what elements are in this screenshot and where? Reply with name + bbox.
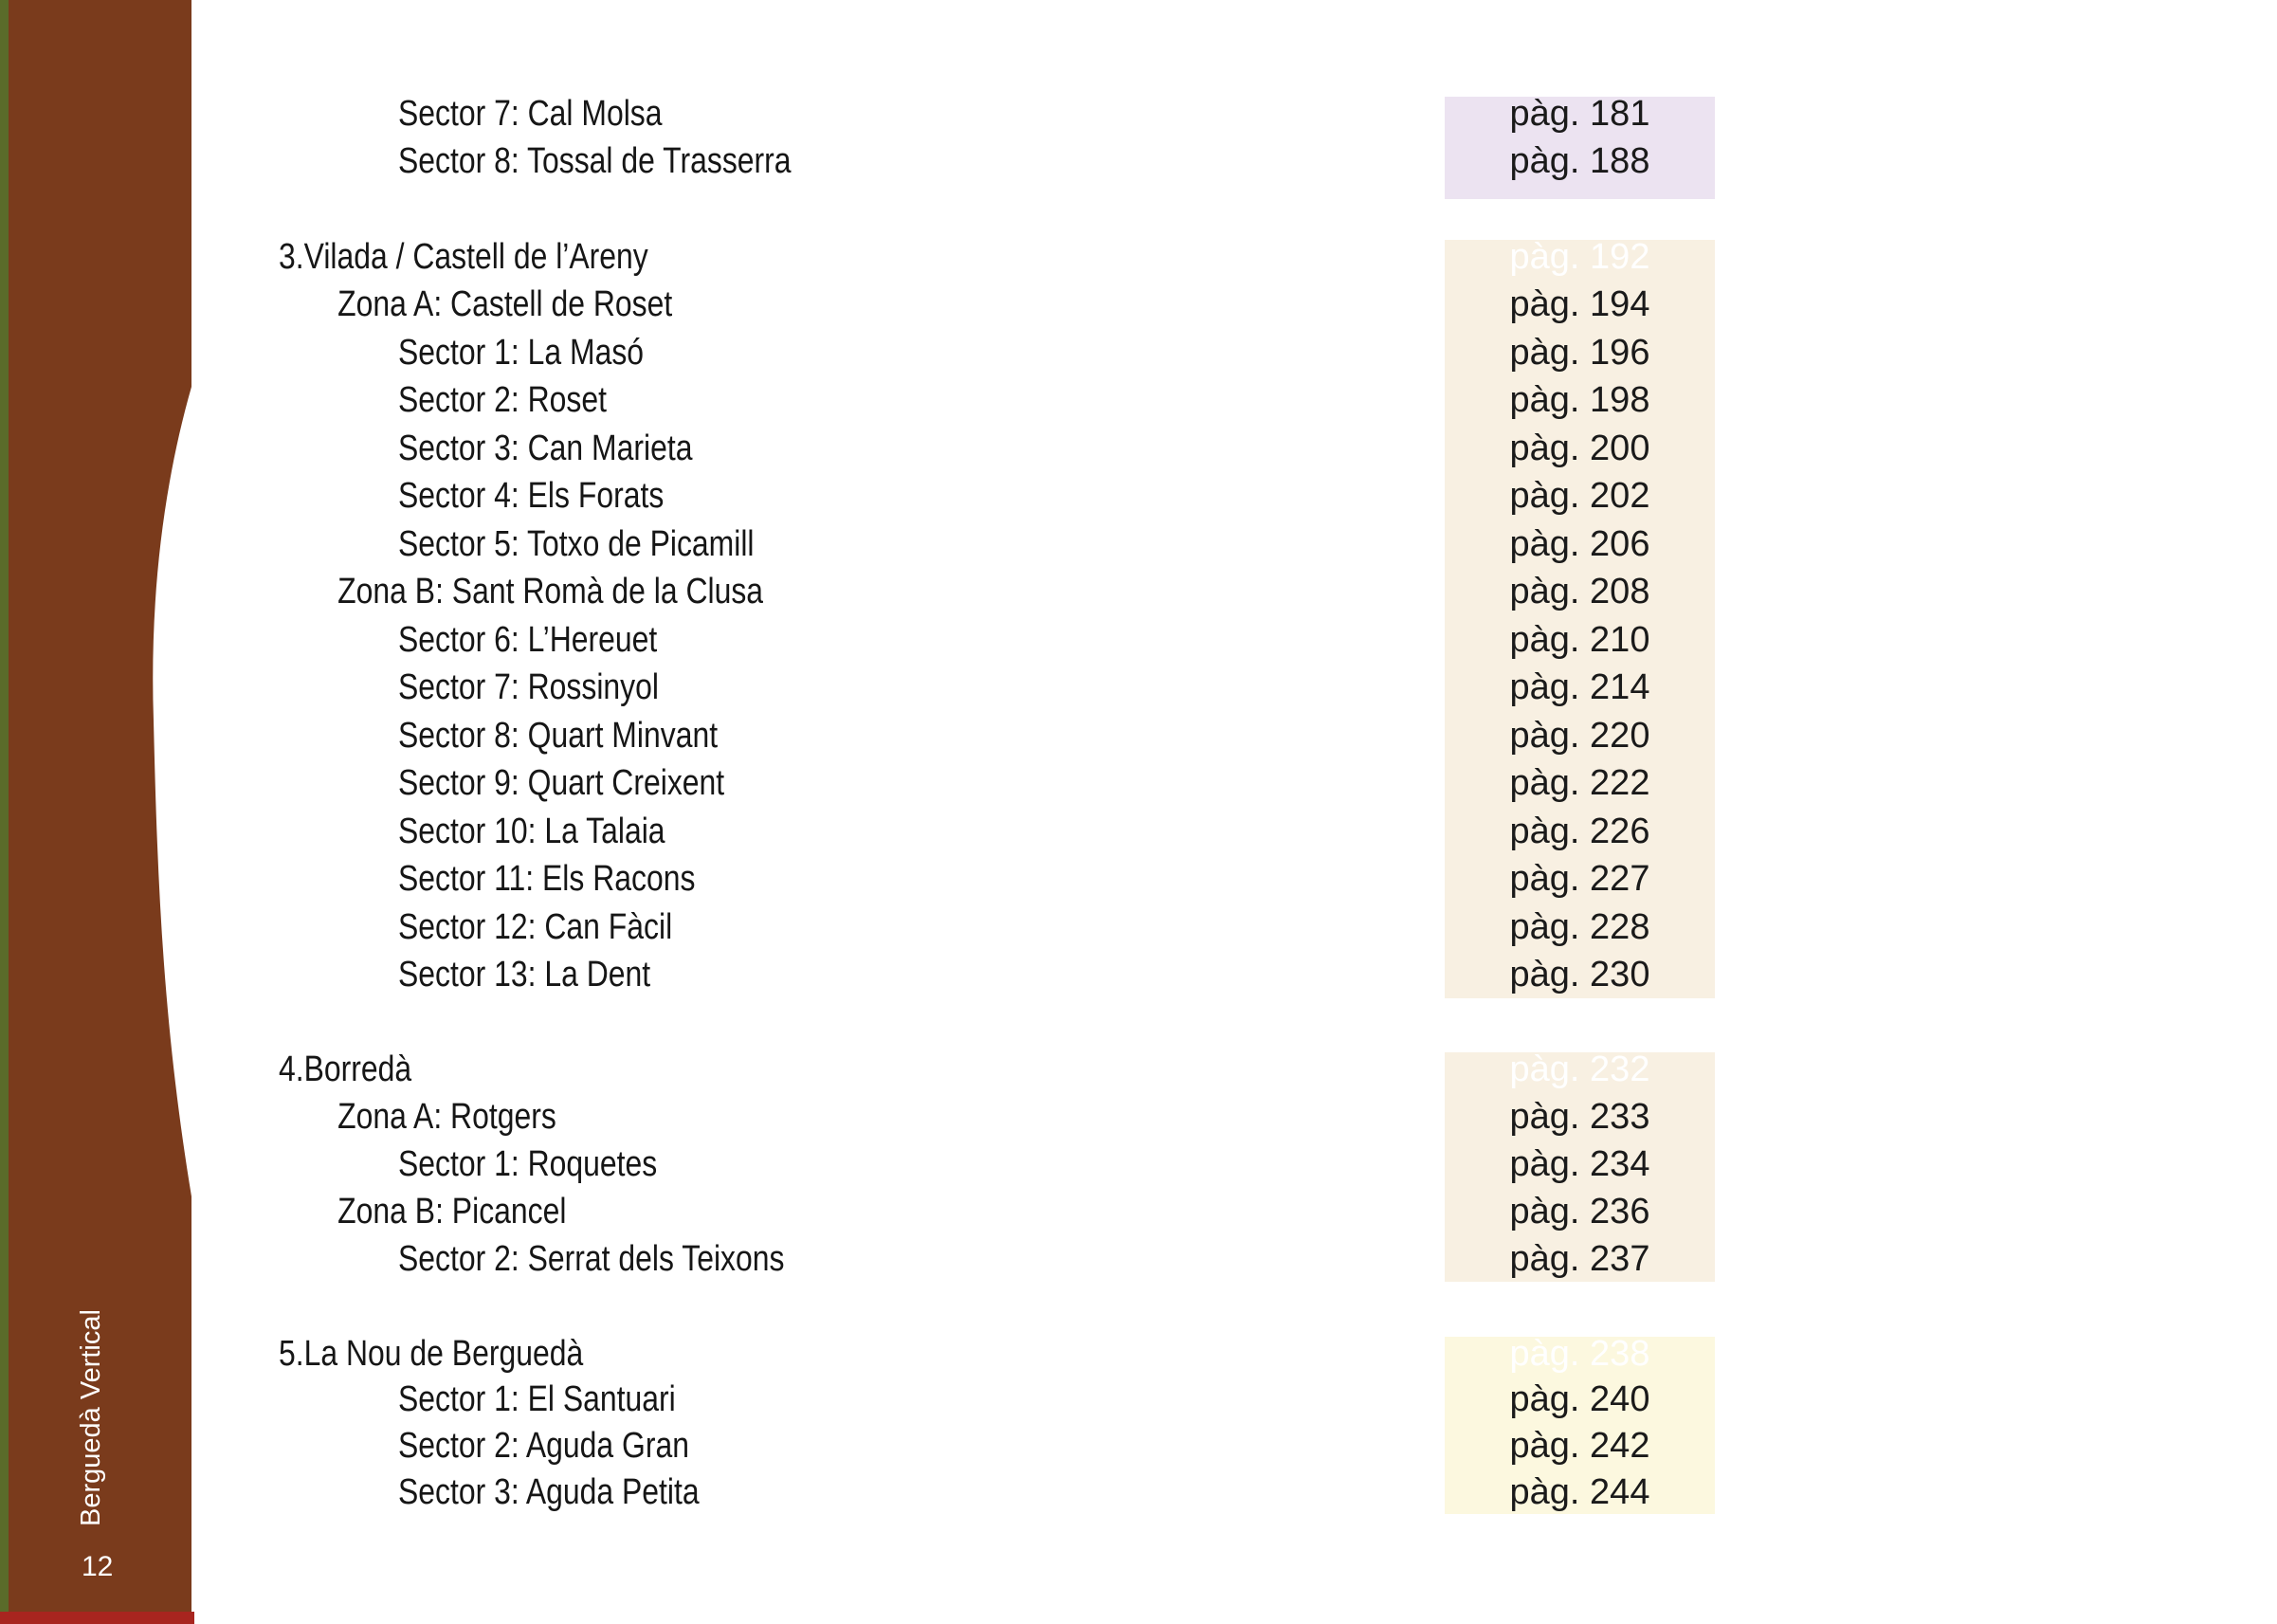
toc-label: Zona B: Picancel <box>337 1192 567 1232</box>
toc-label: Sector 8: Tossal de Trasserra <box>398 141 792 181</box>
toc-page-highlight: pàg. 232 <box>1445 1046 1715 1093</box>
toc-page: pàg. 194 <box>1509 284 1650 324</box>
toc-page: pàg. 236 <box>1509 1192 1650 1232</box>
toc-page: pàg. 242 <box>1509 1426 1650 1466</box>
toc-page: pàg. 240 <box>1509 1379 1650 1419</box>
toc-label: Sector 3: Aguda Petita <box>398 1472 700 1512</box>
toc-page: pàg. 233 <box>1509 1097 1650 1137</box>
toc-page: pàg. 208 <box>1509 572 1650 611</box>
toc-label: Sector 7: Rossinyol <box>398 667 659 707</box>
toc-label: Zona B: Sant Romà de la Clusa <box>337 572 764 611</box>
toc-label: Zona A: Castell de Roset <box>337 284 673 324</box>
toc-label: Sector 6: L’Hereuet <box>398 620 658 660</box>
toc-page: pàg. 188 <box>1509 141 1650 181</box>
toc-page: pàg. 181 <box>1509 94 1650 134</box>
toc-label: Sector 11: Els Racons <box>398 859 696 899</box>
toc-label: Sector 12: Can Fàcil <box>398 907 673 947</box>
toc-label: Sector 1: Roquetes <box>398 1144 658 1184</box>
toc-label: Sector 13: La Dent <box>398 955 651 994</box>
toc-label: Sector 2: Serrat dels Teixons <box>398 1239 785 1279</box>
toc-label: Sector 2: Roset <box>398 380 608 420</box>
toc-page: pàg. 196 <box>1509 333 1650 373</box>
toc-label: Sector 4: Els Forats <box>398 476 665 516</box>
toc-label: Sector 2: Aguda Gran <box>398 1426 689 1466</box>
spine-title: Berguedà Vertical <box>76 1309 106 1526</box>
toc-page: pàg. 227 <box>1509 859 1650 899</box>
toc-page: pàg. 202 <box>1509 476 1650 516</box>
toc-page: pàg. 198 <box>1509 380 1650 420</box>
toc-page-highlight: pàg. 238 <box>1445 1330 1715 1378</box>
toc-page: pàg. 228 <box>1509 907 1650 947</box>
toc-label: Zona A: Rotgers <box>337 1097 556 1137</box>
toc-page: pàg. 230 <box>1509 955 1650 994</box>
page-number: 12 <box>82 1551 114 1582</box>
toc-page: pàg. 220 <box>1509 716 1650 756</box>
toc-page: pàg. 214 <box>1509 667 1650 707</box>
toc-label: 4.Borredà <box>279 1049 412 1089</box>
toc-page: pàg. 210 <box>1509 620 1650 660</box>
toc-page: pàg. 206 <box>1509 524 1650 564</box>
toc-page-highlight: pàg. 192 <box>1445 233 1715 281</box>
toc-page: pàg. 222 <box>1509 763 1650 803</box>
toc-page: pàg. 226 <box>1509 812 1650 851</box>
toc-label: Sector 10: La Talaia <box>398 812 665 851</box>
toc-page: pàg. 234 <box>1509 1144 1650 1184</box>
toc-label: Sector 8: Quart Minvant <box>398 716 719 756</box>
toc-label: Sector 1: El Santuari <box>398 1379 676 1419</box>
toc-label: Sector 9: Quart Creixent <box>398 763 725 803</box>
toc-label: Sector 1: La Masó <box>398 333 645 373</box>
toc-label: 3.Vilada / Castell de l’Areny <box>279 237 648 277</box>
toc-label: Sector 7: Cal Molsa <box>398 94 663 134</box>
toc-label: Sector 5: Totxo de Picamill <box>398 524 755 564</box>
toc-label: Sector 3: Can Marieta <box>398 429 693 468</box>
toc-page: pàg. 244 <box>1509 1472 1650 1512</box>
toc-label: 5.La Nou de Berguedà <box>279 1334 584 1374</box>
toc-page: pàg. 237 <box>1509 1239 1650 1279</box>
toc-page: pàg. 200 <box>1509 429 1650 468</box>
